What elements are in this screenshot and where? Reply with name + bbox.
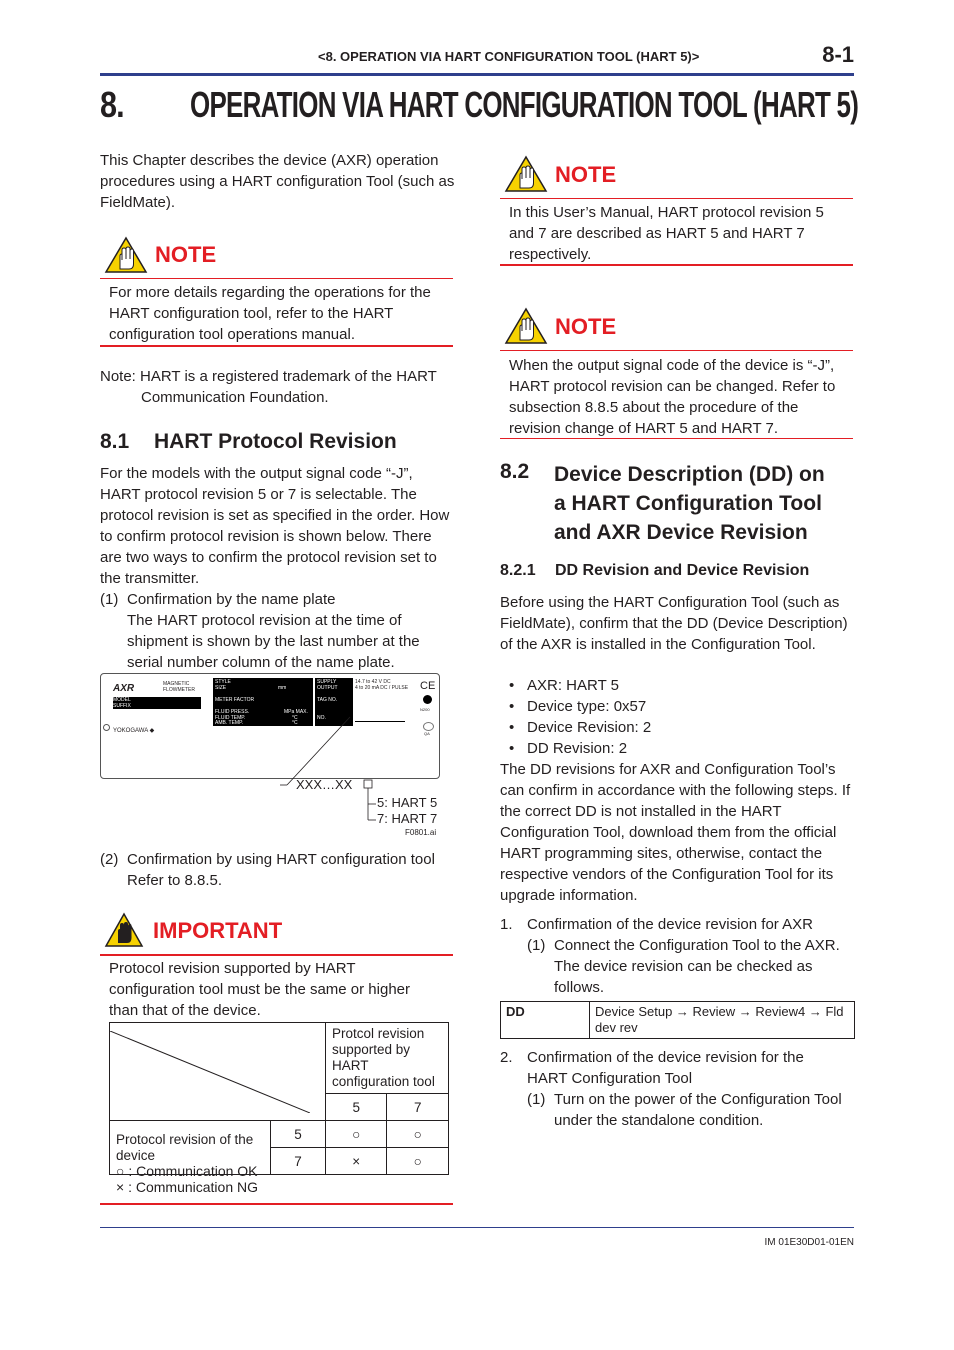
- plate-field-meter-factor: METER FACTOR: [215, 697, 255, 703]
- intro-paragraph: This Chapter describes the device (AXR) operation procedures using a HART configuration Tool (such as FieldMate).: [100, 152, 455, 211]
- list-item-title: Confirmation by the name plate: [127, 591, 336, 608]
- plate-type: MAGNETIC FLOWMETER: [163, 681, 195, 693]
- plate-supply-value: 14.7 to 42 V DC: [355, 679, 391, 685]
- note-heading: NOTE: [555, 162, 617, 187]
- dd-menu-path: Device Setup → Review → Review4 → Fld dev rev: [590, 1002, 855, 1039]
- footer-rule: [100, 1227, 854, 1228]
- substep-text: Turn on the power of the Configuration Tool under the standalone condition.: [554, 1091, 842, 1129]
- bullet-text: DD Revision: 2: [527, 740, 628, 757]
- bullet-item: • AXR: HART 5: [509, 677, 619, 694]
- trademark-note-cont: Communication Foundation.: [141, 389, 329, 406]
- running-header: <8. OPERATION VIA HART CONFIGURATION TOOL (HART 5)>: [318, 49, 700, 64]
- note-bottom-rule: [100, 345, 453, 347]
- substep-number: (1): [527, 1091, 546, 1108]
- section-title-line: and AXR Device Revision: [554, 521, 808, 544]
- step-text: Confirmation of the device revision for the HART Configuration Tool: [527, 1049, 804, 1087]
- row-rev-7: 7: [271, 1148, 326, 1175]
- note-text: For more details regarding the operations for the HART configuration tool, refer to the HART configuration tool operations manual.: [109, 284, 431, 343]
- page-number: 8-1: [822, 42, 854, 67]
- bullet-item: • DD Revision: 2: [509, 740, 628, 757]
- substep-number: (1): [527, 937, 546, 954]
- plate-field-no: NO.: [317, 715, 326, 721]
- bullet-list: [509, 675, 651, 759]
- note-bottom-rule: [500, 438, 853, 439]
- caution-hand-icon: [104, 236, 148, 274]
- diagonal-line: [110, 1031, 310, 1113]
- row-header: Protocol revision of the device: [110, 1121, 271, 1175]
- bullet-text: Device Revision: 2: [527, 719, 652, 736]
- important-heading: IMPORTANT: [153, 918, 283, 943]
- table-cell-ng: ×: [326, 1148, 387, 1175]
- plate-field-suffix: SUFFIX: [113, 703, 131, 709]
- step-number: 2.: [500, 1049, 513, 1066]
- substep-text: Connect the Configuration Tool to the AXR. The device revision can be checked as follows.: [554, 937, 840, 996]
- serial-label: XXX…XX: [296, 777, 353, 792]
- table-cell-ok: ○: [387, 1148, 449, 1175]
- ce-mark: CE: [420, 680, 436, 692]
- compatibility-table: [109, 1022, 449, 1175]
- header-rule: [100, 73, 854, 76]
- hart5-label: 5: HART 5: [377, 795, 438, 810]
- section-number: 8.1: [100, 430, 130, 453]
- plate-callout-lines: [280, 710, 390, 825]
- bullet-text: AXR: HART 5: [527, 677, 619, 694]
- plate-n200: N200: [420, 707, 430, 712]
- bullet-item: • Device type: 0x57: [509, 698, 647, 715]
- caution-hand-icon: [504, 307, 548, 345]
- plate-field-amb-temp: AMB. TEMP.: [215, 720, 244, 726]
- table-diagonal-cell: [110, 1023, 326, 1121]
- plate-brand-logo: AXR: [113, 683, 135, 694]
- dd-label: DD: [501, 1002, 590, 1039]
- table-cell-ok: ○: [387, 1121, 449, 1148]
- section-number: 8.2: [500, 460, 530, 483]
- chapter-title: OPERATION VIA HART CONFIGURATION TOOL (HART 5): [190, 84, 859, 125]
- plate-field-fluid-temp: FLUID TEMP.: [215, 715, 246, 721]
- list-number: (2): [100, 851, 119, 868]
- important-bottom-rule: [100, 1203, 453, 1205]
- row-rev-5: 5: [271, 1121, 326, 1148]
- important-hand-icon: [104, 912, 144, 948]
- section-title: [554, 460, 825, 547]
- step-number: 1.: [500, 916, 513, 933]
- plate-field-tag: TAG NO.: [317, 697, 338, 703]
- plate-qa-oval: [423, 722, 434, 731]
- note-top-rule: [500, 198, 853, 199]
- column-rev-7: 7: [387, 1094, 449, 1121]
- note-text: When the output signal code of the device is “-J”, HART protocol revision can be changed. Refer to subsection 8.8.5 about the procedure of the revision change of HART 5 and HART 7.: [509, 357, 836, 437]
- plate-qa: QA: [424, 731, 430, 736]
- plate-field-model: MODEL: [113, 697, 131, 703]
- c-tick-mark: [423, 695, 432, 704]
- note-text: In this User’s Manual, HART protocol revision 5 and 7 are described as HART 5 and HART 7 respectively.: [509, 204, 824, 263]
- legend-ng: × : Communication NG: [116, 1179, 258, 1195]
- subsection-number: 8.2.1: [500, 562, 536, 579]
- subsection-title: DD Revision and Device Revision: [555, 562, 810, 579]
- hart7-label: 7: HART 7: [377, 811, 438, 826]
- note-bottom-rule: [500, 264, 853, 266]
- section-title-line: Device Description (DD) on: [554, 463, 825, 486]
- plate-field-style: STYLE: [215, 679, 231, 685]
- note-top-rule: [500, 350, 853, 351]
- caution-hand-icon: [504, 155, 548, 193]
- figure-id: F0801.ai: [405, 828, 437, 837]
- plate-field-output: OUTPUT: [317, 685, 338, 691]
- plate-field-size: SIZE: [215, 685, 227, 691]
- plate-field-fluid-press: FLUID PRESS.: [215, 709, 250, 715]
- subsection-body: Before using the HART Configuration Tool (such as FieldMate), confirm that the DD (Device Description) of the AXR is installed in the Configuration Tool.: [500, 594, 848, 653]
- note-heading: NOTE: [555, 314, 617, 339]
- list-number: (1): [100, 591, 119, 608]
- trademark-note: Note: HART is a registered trademark of the HART: [100, 368, 437, 385]
- chapter-number: 8.: [100, 84, 124, 125]
- bullet-item: • Device Revision: 2: [509, 719, 652, 736]
- note-top-rule: [100, 278, 453, 279]
- plate-unit-degc: °C: [292, 715, 298, 721]
- section-title-line: a HART Configuration Tool: [554, 492, 822, 515]
- legend-ok: ○ : Communication OK: [116, 1163, 258, 1179]
- plate-field-supply: SUPPLY: [317, 679, 337, 685]
- note-heading: NOTE: [155, 242, 217, 267]
- step-text: Confirmation of the device revision for AXR: [527, 916, 813, 933]
- plate-screw-hole: [103, 724, 110, 731]
- subsection-body-2: The DD revisions for AXR and Configuration Tool’s can confirm in accordance with the following steps. If the correct DD is not installed in the HART Configuration Tool, download them from the official HART programming sites, otherwise, contact the respective vendors of the Configuration Tool for its upgrade information.: [500, 761, 851, 904]
- list-item-text: Refer to 8.8.5.: [127, 872, 223, 889]
- plate-unit-mpa: MPa MAX.: [284, 709, 308, 715]
- important-top-rule: [100, 954, 453, 956]
- plate-output-value: 4 to 20 mA DC / PULSE: [355, 685, 409, 691]
- column-header: Protcol revision supported by HART configuration tool: [326, 1023, 449, 1094]
- plate-unit-mm: mm: [278, 685, 287, 691]
- section-body: For the models with the output signal code “-J”, HART protocol revision 5 or 7 is selectable. The protocol revision is set as specified in the order. How to confirm protocol revision is shown below. There are two ways to confirm the protocol revision set to the transmitter.: [100, 465, 450, 587]
- bullet-text: Device type: 0x57: [527, 698, 647, 715]
- yokogawa-logo: YOKOGAWA ◆: [113, 728, 155, 734]
- table-cell-ok: ○: [326, 1121, 387, 1148]
- list-item-text: The HART protocol revision at the time of shipment is shown by the last number at the serial number column of the name plate.: [127, 612, 420, 671]
- document-id: IM 01E30D01-01EN: [764, 1237, 854, 1248]
- important-text: Protocol revision supported by HART configuration tool must be the same or higher than that of the device.: [109, 960, 411, 1019]
- list-item-title: Confirmation by using HART configuration tool: [127, 851, 435, 868]
- section-title: HART Protocol Revision: [154, 430, 397, 453]
- dd-path-table: [500, 1001, 855, 1039]
- column-rev-5: 5: [326, 1094, 387, 1121]
- plate-unit-degc: °C: [292, 720, 298, 726]
